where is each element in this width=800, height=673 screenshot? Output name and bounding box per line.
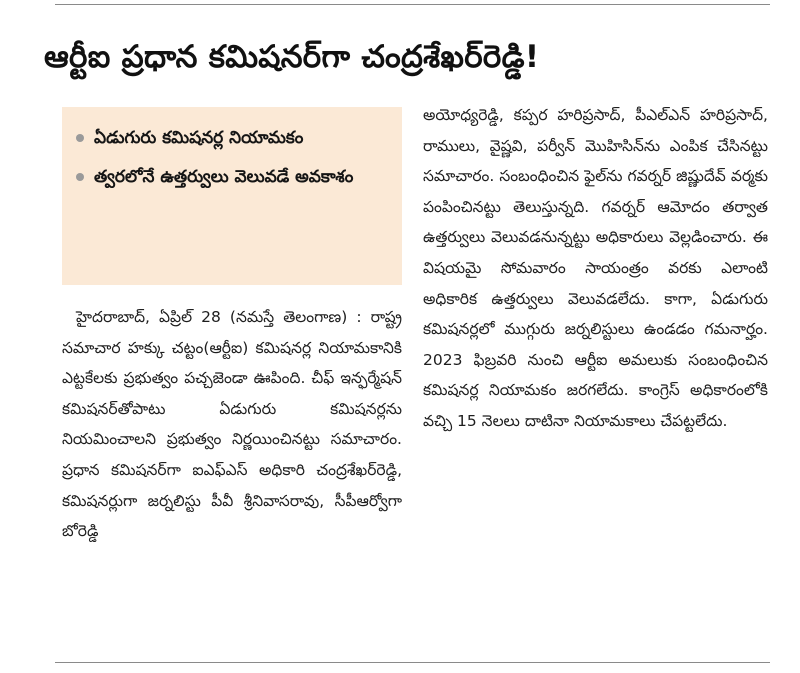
headline: ఆర్టీఐ ప్రధాన కమిషనర్‌గా చంద్రశేఖర్‌రెడ్డి!	[44, 39, 540, 75]
highlights-box	[62, 107, 402, 285]
article-column-left	[62, 302, 402, 547]
top-rule	[55, 4, 770, 5]
highlight-item	[76, 158, 392, 197]
highlight-text: త్వరలోనే ఉత్తర్వులు వెలువడే అవకాశం	[94, 167, 354, 187]
highlights-list	[76, 119, 392, 197]
highlight-text: ఏడుగురు కమిషనర్ల నియామకం	[94, 128, 304, 148]
highlight-item	[76, 119, 392, 158]
bullet-dot-icon	[76, 173, 84, 181]
article-column-right	[423, 100, 768, 437]
bottom-rule	[55, 662, 770, 663]
bullet-dot-icon	[76, 134, 84, 142]
article-body-left: హైదరాబాద్, ఏప్రిల్ 28 (నమస్తే తెలంగాణ) : రాష్ట్ర సమాచార హక్కు చట్టం(ఆర్టీఐ) కమిషనర్ల నియామకానికి ఎట్టకేలకు ప్రభుత్వం పచ్చజెండా ఊపింది. చీఫ్ ఇన్ఫర్మేషన్ కమిషనర్‌తోపాటు ఏడుగురు కమిషనర్లను నియమించాలని ప్రభుత్వం నిర్ణయించినట్టు సమాచారం. ప్రధాన కమిషనర్‌గా ఐఎఫ్ఎస్ అధికారి చంద్రశేఖర్‌రెడ్డి, కమిషనర్లుగా జర్నలిస్టు పీవీ శ్రీనివాసరావు, సీపీఆర్వోగా బోరెడ్డి	[62, 308, 402, 541]
article-body-right: అయోధ్యరెడ్డి, కప్పర హరిప్రసాద్, పీఎల్ఎన్ హరిప్రసాద్, రాములు, వైష్ణవి, పర్వీన్ మొహిసిన్‌ను ఎంపిక చేసినట్టు సమాచారం. సంబంధించిన ఫైల్‌ను గవర్నర్ జిష్ణుదేవ్ వర్మకు పంపించినట్టు తెలుస్తున్నది. గవర్నర్ ఆమోదం తర్వాత ఉత్తర్వులు వెలువడనున్నట్టు అధికారులు వెల్లడించారు. ఈ విషయమై సోమవారం సాయంత్రం వరకు ఎలాంటి అధికారిక ఉత్తర్వులు వెలువడలేదు. కాగా, ఏడుగురు కమిషనర్లలో ముగ్గురు జర్నలిస్టులు ఉండడం గమనార్హం. 2023 ఫిబ్రవరి నుంచి ఆర్టీఐ అమలుకు సంబంధించిన కమిషనర్ల నియామకం జరగలేదు. కాంగ్రెస్ అధికారంలోకి వచ్చి 15 నెలలు దాటినా నియామకాలు చేపట్టలేదు.	[423, 106, 768, 430]
